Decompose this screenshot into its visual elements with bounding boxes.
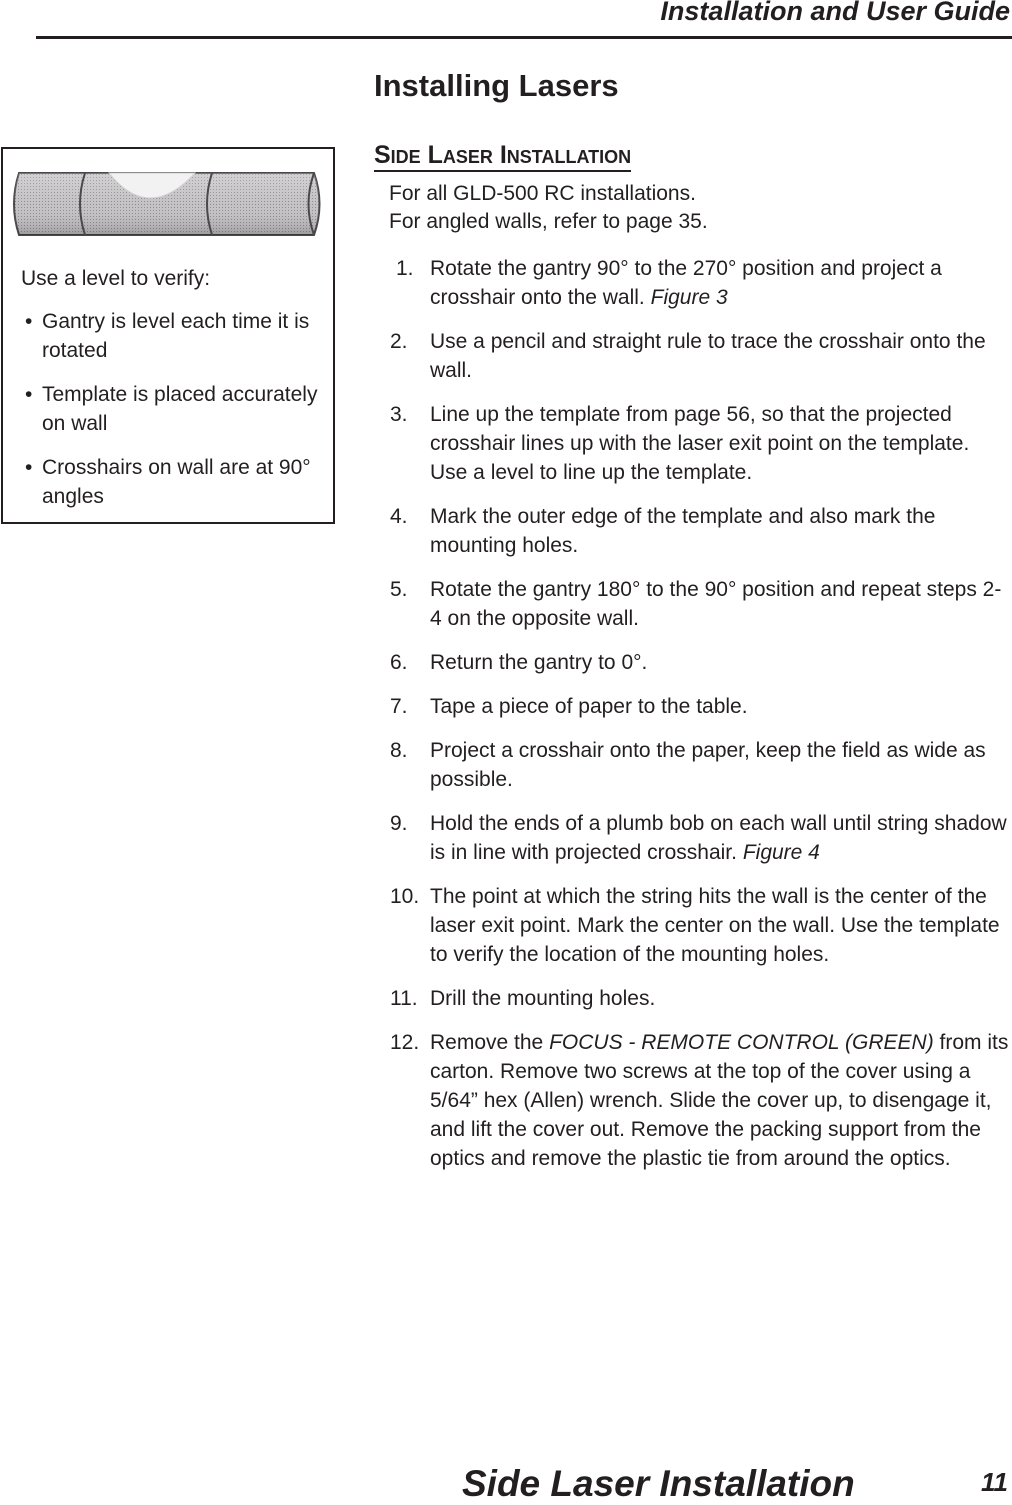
step-item (390, 736, 1012, 794)
subsection-title: Side Laser Installation (374, 140, 631, 172)
page-number: 11 (981, 1467, 1008, 1497)
header-rule (36, 36, 1012, 39)
step-item (390, 400, 1012, 487)
step-number: 12. (390, 1031, 420, 1054)
sidebar-list (21, 307, 321, 526)
step-item (390, 575, 1012, 633)
tip-sidebar (1, 147, 335, 524)
step-text: Project a crosshair onto the paper, keep the field as wide as possible. (430, 739, 986, 791)
step-text: from its carton. Remove two screws at the top of the cover using a 5/64” hex (Allen) wrench. Slide the cover up, to disengage it, and lift the cover out. Remove the packing support from the optics and remove the plastic tie from around the optics. (430, 1031, 1009, 1170)
step-item (390, 984, 1012, 1013)
step-number: 7. (390, 695, 408, 718)
step-number: 1. (396, 257, 414, 280)
step-number: 5. (390, 578, 408, 601)
section-title: Installing Lasers (374, 68, 619, 103)
step-item (390, 327, 1012, 385)
step-text: The point at which the string hits the wall is the center of the laser exit point. Mark the center on the wall. Use the template to verify the location of the mounting holes. (430, 885, 1000, 966)
step-number: 6. (390, 651, 408, 674)
intro-line: For angled walls, refer to page 35. (389, 210, 708, 233)
intro-line: For all GLD-500 RC installations. (389, 182, 696, 205)
sidebar-intro: Use a level to verify: (21, 267, 211, 290)
step-item (390, 502, 1012, 560)
footer-title: Side Laser Installation (462, 1463, 855, 1504)
step-number: 2. (390, 330, 408, 353)
intro-text (389, 180, 708, 236)
figure-reference: Figure 3 (650, 286, 728, 309)
bubble-level-icon (9, 165, 327, 243)
step-item (390, 254, 1012, 312)
step-text: Hold the ends of a plumb bob on each wall until string shadow is in line with projected crosshair. (430, 812, 1007, 864)
step-item (390, 809, 1012, 867)
step-text-lead: Remove the (430, 1031, 544, 1054)
step-number: 4. (390, 505, 408, 528)
step-text: Mark the outer edge of the template and also mark the mounting holes. (430, 505, 936, 557)
sidebar-list-item: • Template is placed accurately on wall (21, 380, 321, 438)
step-number: 10. (390, 885, 420, 908)
installation-steps (390, 254, 1012, 1188)
step-item (390, 648, 1012, 677)
step-text: Rotate the gantry 180° to the 90° position and repeat steps 2-4 on the opposite wall. (430, 578, 1002, 630)
step-number: 9. (390, 812, 408, 835)
sidebar-list-item: • Gantry is level each time it is rotated (21, 307, 321, 365)
step-number: 8. (390, 739, 408, 762)
step-text: Return the gantry to 0°. (430, 651, 648, 674)
step-number: 11. (390, 987, 418, 1010)
header-title: Installation and User Guide (660, 0, 1010, 26)
step-item (390, 882, 1012, 969)
step-item (390, 692, 1012, 721)
step-text: Use a pencil and straight rule to trace the crosshair onto the wall. (430, 330, 986, 382)
step-item (390, 1028, 1012, 1173)
step-text: Line up the template from page 56, so that the projected crosshair lines up with the laser exit point on the template. Use a level to line up the template. (430, 403, 970, 484)
step-text: Drill the mounting holes. (430, 987, 656, 1010)
step-text: Tape a piece of paper to the table. (430, 695, 748, 718)
step-text: Rotate the gantry 90° to the 270° position and project a crosshair onto the wall. (430, 257, 942, 309)
sidebar-list-item: • Crosshairs on wall are at 90° angles (21, 453, 321, 511)
step-number: 3. (390, 403, 408, 426)
product-name: FOCUS - REMOTE CONTROL (GREEN) (549, 1031, 934, 1054)
figure-reference: Figure 4 (742, 841, 820, 864)
